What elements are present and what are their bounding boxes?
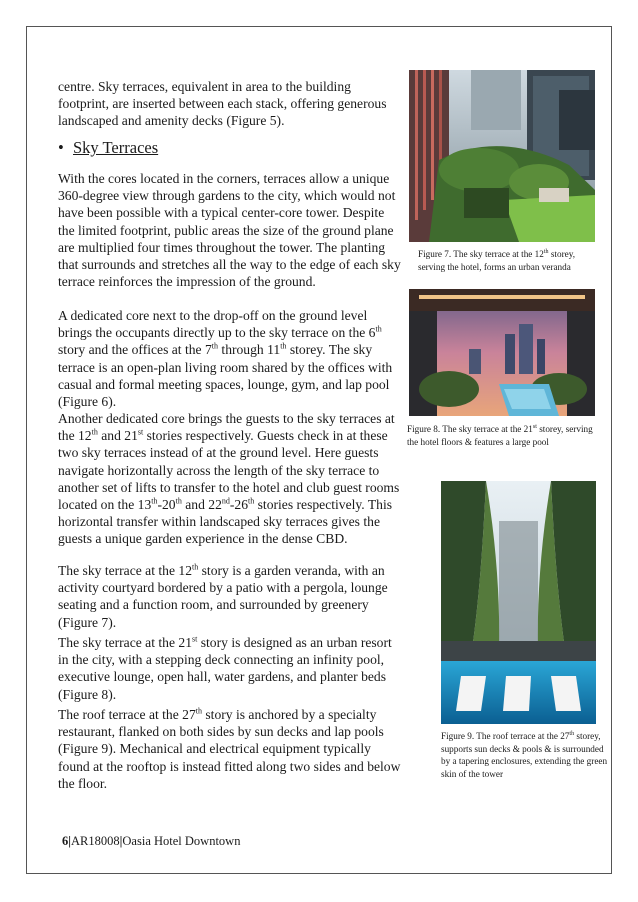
text-run: storey. The sky terrace is an open-plan living room shared by the offices with casual and formal meeting spaces, lounge, gym, and lap pool (Figure 6).	[58, 342, 393, 410]
paragraph-dedicated-core	[58, 307, 403, 410]
figure-8-photo	[409, 289, 595, 416]
roof-terrace-27th-illustration	[441, 481, 596, 724]
text-run: Another dedicated core brings the guests to the sky terraces at the 12	[58, 411, 395, 444]
figure-9-photo	[441, 481, 596, 724]
figure-7-caption	[418, 248, 602, 273]
page-number: 6	[62, 834, 69, 848]
caption-run: Figure 9. The roof terrace at the 27	[441, 731, 570, 741]
footer-separator: |	[119, 834, 123, 848]
paragraph-12th-story	[58, 562, 403, 631]
caption-run: storey, serving the hotel floors & features a large pool	[407, 424, 593, 447]
text-run: story is designed as an urban resort in the city, with a stepping deck connecting an infinity pool, executive lounge, open hall, water gardens, and planter beds (Figure 8).	[58, 635, 392, 702]
superscript: th	[175, 496, 182, 506]
superscript: th	[280, 341, 287, 351]
superscript: th	[192, 562, 199, 572]
text-run: and 22	[181, 497, 222, 513]
superscript: th	[151, 496, 158, 506]
superscript: th	[211, 341, 219, 351]
superscript: st	[137, 427, 144, 437]
text-run: A dedicated core next to the drop-off on the ground level brings the occupants directly up to the sky terrace on the	[58, 308, 369, 341]
text-run: through 11	[218, 342, 281, 358]
superscript: th	[195, 706, 202, 716]
text-run: 6	[368, 325, 376, 341]
text-run: The sky terrace at the 12	[58, 563, 192, 578]
text-run: stories respectively. Guests check in at these two sky terraces instead of at the ground level. Here guests navigate horizontally across the length of the sky terrace to another set of lifts to transfer to the hotel and club guest rooms located on the 13	[58, 428, 400, 513]
superscript: th	[248, 496, 255, 506]
section-heading-sky-terraces	[58, 138, 158, 158]
superscript: th	[543, 248, 549, 255]
figure-8-caption	[407, 423, 603, 448]
document-title: Oasia Hotel Downtown	[122, 834, 241, 848]
text-run: and 21	[97, 428, 138, 444]
superscript: st	[532, 423, 537, 430]
figure-7-photo	[409, 70, 595, 242]
text-run: story is a garden veranda, with an activity courtyard bordered by a patio with a pergola, lounge seating and a function room, and surrounded by greenery (Figure 7).	[58, 563, 388, 630]
text-run: The roof terrace at the 27	[58, 707, 196, 722]
text-run: stories respectively. This horizontal transfer within landscaped sky terraces gives the guests a unique garden experience in the dense CBD.	[58, 497, 393, 547]
superscript: nd	[221, 496, 230, 506]
sky-terrace-12th-illustration	[409, 70, 595, 242]
figure-9-caption	[441, 730, 609, 780]
superscript: th	[375, 324, 382, 334]
paragraph-intro: centre. Sky terraces, equivalent in area to the building footprint, are inserted between each stack, offering generous landscaped and amenity decks (Figure 5).	[58, 79, 387, 129]
superscript: th	[569, 730, 575, 737]
caption-run: storey, serving the hotel, forms an urban veranda	[418, 249, 575, 272]
caption-run: Figure 7. The sky terrace at the 12	[418, 249, 544, 259]
text-run: -20	[157, 497, 176, 513]
paragraph-21st-story	[58, 634, 403, 703]
caption-run: Figure 8. The sky terrace at the 21	[407, 424, 533, 434]
text-run: story is anchored by a specialty restaurant, flanked on both sides by sun decks and lap pools (Figure 9). Mechanical and electrical equipment typically found at the rooftop is instead fitted along two sides and below the floor.	[58, 707, 401, 791]
page-footer	[62, 834, 240, 849]
text-run: 7	[204, 342, 212, 358]
heading-text: Sky Terraces	[73, 138, 159, 157]
sky-terrace-21st-illustration	[409, 289, 595, 416]
text-run: story and the offices at the	[58, 342, 205, 358]
superscript: st	[192, 634, 198, 644]
paragraph-roof-terrace	[58, 706, 403, 792]
paragraph-cores: With the cores located in the corners, terraces allow a unique 360-degree view through gardens to the city, which would not have been possible with a typical center-core tower. Despite the limited footprint, public areas the size of the ground plane are multiplied four times throughout the tower. The planting that surrounds and stretches all the way to the edge of each sky terrace reinforces the impression of the ground.	[58, 171, 401, 290]
text-run: -26	[229, 497, 248, 513]
course-code: AR18008	[71, 834, 120, 848]
text-run: The sky terrace at the 21	[58, 635, 192, 650]
footer-separator: |	[68, 834, 72, 848]
caption-run: storey, supports sun decks & pools & is surrounded by a tapering enclosures, extending the green skin of the tower	[441, 731, 608, 779]
bullet: •	[58, 138, 64, 157]
paragraph-guests	[58, 410, 403, 548]
superscript: th	[91, 427, 98, 437]
